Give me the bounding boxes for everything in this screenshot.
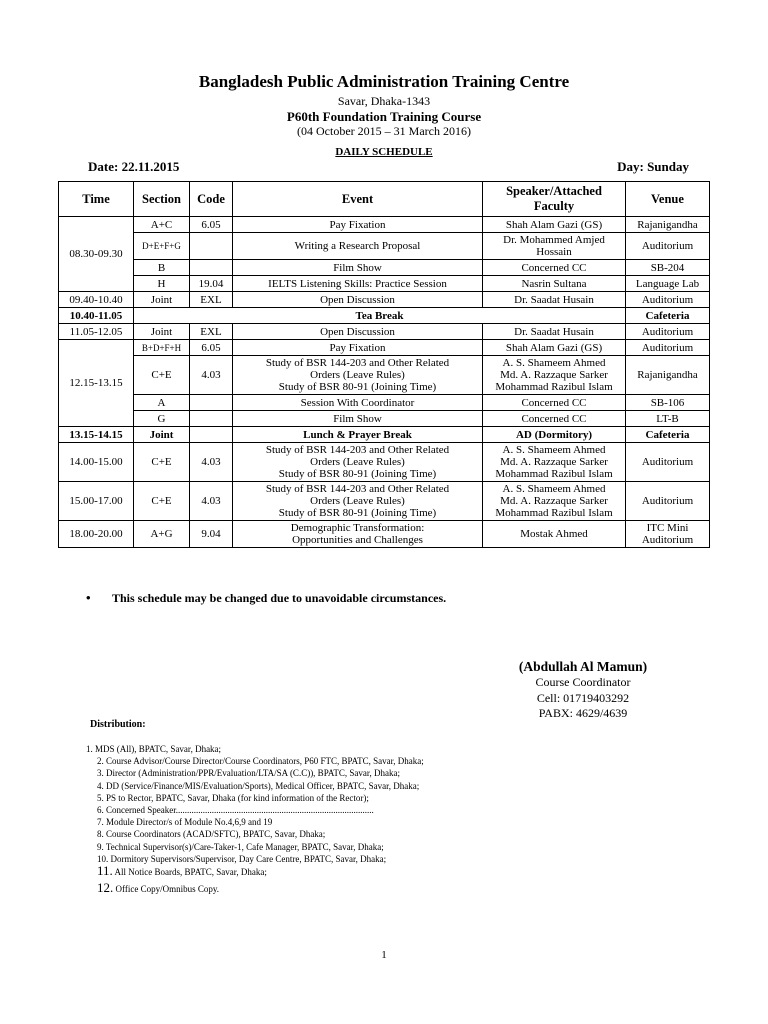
section-cell: C+E <box>134 356 190 395</box>
table-row <box>59 395 710 411</box>
list-item <box>0 828 424 840</box>
event-line: Study of BSR 80-91 (Joining Time) <box>278 381 437 393</box>
venue-cell: LT-B <box>626 411 710 427</box>
distribution-list <box>0 743 424 895</box>
section-cell: G <box>134 411 190 427</box>
item-text: Concerned Speaker........................................................................................ <box>106 805 374 816</box>
speaker-cell: Dr. Mohammed Amjed Hossain <box>483 233 626 260</box>
item-number: 10. <box>97 853 109 864</box>
section-cell: Joint <box>134 427 190 443</box>
distribution-title: Distribution: <box>90 719 146 730</box>
table-row <box>59 427 710 443</box>
section-cell: B <box>134 260 190 276</box>
code-cell: 4.03 <box>190 443 233 482</box>
item-number: 4. <box>97 780 104 791</box>
schedule-table <box>58 181 710 548</box>
venue-cell: Cafeteria <box>626 427 710 443</box>
event-line: Opportunities and Challenges <box>292 534 423 546</box>
speaker-cell <box>483 356 626 395</box>
speaker-line: Mohammad Razibul Islam <box>495 381 613 393</box>
list-item <box>0 780 424 792</box>
event-cell: Open Discussion <box>233 324 483 340</box>
event-cell: Lunch & Prayer Break <box>233 427 483 443</box>
event-line: Orders (Leave Rules) <box>310 456 405 468</box>
event-cell: Film Show <box>233 411 483 427</box>
signatory-name-text: (Abdullah Al Mamun) <box>518 659 648 674</box>
section-cell: D+E+F+G <box>134 233 190 260</box>
speaker-line: A. S. Shameem Ahmed <box>502 483 606 495</box>
org-title: Bangladesh Public Administration Training Centre <box>198 72 570 91</box>
speaker-cell: Shah Alam Gazi (GS) <box>483 217 626 233</box>
code-cell: 4.03 <box>190 482 233 521</box>
item-text: All Notice Boards, BPATC, Savar, Dhaka; <box>114 867 267 878</box>
time-cell: 15.00-17.00 <box>59 482 134 521</box>
event-cell <box>233 356 483 395</box>
event-line: Demographic Transformation: <box>290 522 425 534</box>
speaker-cell: Concerned CC <box>483 260 626 276</box>
item-number: 3. <box>97 768 104 779</box>
time-cell: 13.15-14.15 <box>59 427 134 443</box>
schedule-day: Day: Sunday <box>617 159 689 174</box>
list-item <box>0 841 424 853</box>
bullet-icon: • <box>86 590 91 605</box>
event-line: Study of BSR 144-203 and Other Related <box>265 483 450 495</box>
event-cell: Open Discussion <box>233 292 483 308</box>
page-number: 1 <box>381 949 387 961</box>
table-row <box>59 260 710 276</box>
venue-cell: Rajanigandha <box>626 217 710 233</box>
venue-cell: Auditorium <box>626 324 710 340</box>
item-text: Module Director/s of Module No.4,6,9 and 19 <box>106 817 273 828</box>
code-cell <box>190 395 233 411</box>
venue-cell: SB-106 <box>626 395 710 411</box>
time-cell: 18.00-20.00 <box>59 521 134 548</box>
event-cell: IELTS Listening Skills: Practice Session <box>233 276 483 292</box>
section-cell: C+E <box>134 443 190 482</box>
event-line: Study of BSR 80-91 (Joining Time) <box>278 468 437 480</box>
table-row <box>59 411 710 427</box>
org-location: Savar, Dhaka-1343 <box>337 94 431 108</box>
speaker-cell <box>483 482 626 521</box>
speaker-cell: Concerned CC <box>483 411 626 427</box>
speaker-cell: Mostak Ahmed <box>483 521 626 548</box>
event-cell: Film Show <box>233 260 483 276</box>
item-number: 8. <box>97 829 104 840</box>
speaker-line: Mohammad Razibul Islam <box>495 468 613 480</box>
section-cell: Joint <box>134 292 190 308</box>
table-header-row <box>59 182 710 217</box>
item-number: 2. <box>97 756 104 767</box>
venue-cell: Auditorium <box>626 443 710 482</box>
list-item <box>0 865 424 878</box>
schedule-date: Date: 22.11.2015 <box>88 159 180 174</box>
table-row <box>59 276 710 292</box>
list-item <box>0 804 424 816</box>
list-item <box>0 743 424 755</box>
code-cell: EXL <box>190 324 233 340</box>
speaker-cell: Dr. Saadat Husain <box>483 292 626 308</box>
document-title: DAILY SCHEDULE <box>335 146 433 158</box>
event-cell <box>233 521 483 548</box>
table-row <box>59 443 710 482</box>
event-cell <box>233 443 483 482</box>
code-cell: 6.05 <box>190 340 233 356</box>
time-cell: 12.15-13.15 <box>59 340 134 427</box>
course-period: (04 October 2015 – 31 March 2016) <box>297 124 471 138</box>
list-item <box>0 767 424 779</box>
note-text: This schedule may be changed due to unavoidable circumstances. <box>112 591 447 605</box>
speaker-line: Md. A. Razzaque Sarker <box>500 495 608 507</box>
code-cell: 6.05 <box>190 217 233 233</box>
section-cell: B+D+F+H <box>134 340 190 356</box>
event-cell: Session With Coordinator <box>233 395 483 411</box>
list-item <box>0 755 424 767</box>
table-row <box>59 308 710 324</box>
table-row <box>59 521 710 548</box>
header-time: Time <box>59 182 134 217</box>
item-number: 7. <box>97 817 104 828</box>
item-text: Course Coordinators (ACAD/SFTC), BPATC, Savar, Dhaka; <box>106 829 326 840</box>
item-text: Course Advisor/Course Director/Course Coordinators, P60 FTC, BPATC, Savar, Dhaka; <box>106 756 424 767</box>
item-text: Office Copy/Omnibus Copy. <box>115 884 219 895</box>
event-line: Orders (Leave Rules) <box>310 369 405 381</box>
code-cell <box>190 411 233 427</box>
section-cell: C+E <box>134 482 190 521</box>
section-cell: H <box>134 276 190 292</box>
event-line: Study of BSR 144-203 and Other Related <box>265 444 450 456</box>
speaker-cell: AD (Dormitory) <box>483 427 626 443</box>
venue-cell: Auditorium <box>626 233 710 260</box>
event-cell: Tea Break <box>134 308 626 324</box>
event-cell <box>233 482 483 521</box>
item-text: PS to Rector, BPATC, Savar, Dhaka (for kind information of the Rector); <box>106 792 369 803</box>
header-event: Event <box>233 182 483 217</box>
time-cell: 08.30-09.30 <box>59 217 134 292</box>
event-cell: Writing a Research Proposal <box>233 233 483 260</box>
item-number: 1. <box>86 744 93 754</box>
item-number: 5. <box>97 792 104 803</box>
speaker-line: A. S. Shameem Ahmed <box>502 444 606 456</box>
table-row <box>59 217 710 233</box>
venue-cell: Auditorium <box>626 292 710 308</box>
item-text: Dormitory Supervisors/Supervisor, Day Care Centre, BPATC, Savar, Dhaka; <box>110 853 387 864</box>
item-text: DD (Service/Finance/MIS/Evaluation/Sports), Medical Officer, BPATC, Savar, Dhaka; <box>106 780 420 791</box>
time-cell: 14.00-15.00 <box>59 443 134 482</box>
code-cell: 9.04 <box>190 521 233 548</box>
list-item <box>0 882 424 895</box>
code-cell: EXL <box>190 292 233 308</box>
signatory-name <box>458 659 708 675</box>
event-cell: Pay Fixation <box>233 340 483 356</box>
event-line: Study of BSR 80-91 (Joining Time) <box>278 507 437 519</box>
list-item <box>0 816 424 828</box>
code-cell <box>190 260 233 276</box>
venue-cell: Language Lab <box>626 276 710 292</box>
item-number: 11. <box>97 863 113 879</box>
header-section: Section <box>134 182 190 217</box>
table-row <box>59 324 710 340</box>
item-text: MDS (All), BPATC, Savar, Dhaka; <box>95 744 222 754</box>
speaker-line: Mohammad Razibul Islam <box>495 507 613 519</box>
venue-cell: Cafeteria <box>626 308 710 324</box>
item-text: Technical Supervisor(s)/Care-Taker-1, Cafe Manager, BPATC, Savar, Dhaka; <box>105 841 384 852</box>
table-row <box>59 340 710 356</box>
code-cell <box>190 233 233 260</box>
speaker-line: Md. A. Razzaque Sarker <box>500 456 608 468</box>
header-venue: Venue <box>626 182 710 217</box>
venue-line: ITC Mini <box>646 522 689 534</box>
time-cell: 10.40-11.05 <box>59 308 134 324</box>
section-cell: Joint <box>134 324 190 340</box>
venue-cell: SB-204 <box>626 260 710 276</box>
item-number: 12. <box>97 880 114 896</box>
speaker-cell <box>483 443 626 482</box>
speaker-cell: Concerned CC <box>483 395 626 411</box>
speaker-cell: Dr. Saadat Husain <box>483 324 626 340</box>
venue-cell: Auditorium <box>626 482 710 521</box>
code-cell <box>190 427 233 443</box>
venue-cell: Auditorium <box>626 340 710 356</box>
schedule-note <box>86 590 447 606</box>
event-cell: Pay Fixation <box>233 217 483 233</box>
item-number: 6. <box>97 805 104 816</box>
header-speaker: Speaker/Attached Faculty <box>483 182 626 217</box>
time-cell: 11.05-12.05 <box>59 324 134 340</box>
signatory-cell: Cell: 01719403292 <box>536 691 630 705</box>
speaker-cell: Nasrin Sultana <box>483 276 626 292</box>
speaker-cell: Shah Alam Gazi (GS) <box>483 340 626 356</box>
item-text: Director (Administration/PPR/Evaluation/LTA/SA (C.C)), BPATC, Savar, Dhaka; <box>106 768 400 779</box>
event-line: Study of BSR 144-203 and Other Related <box>265 357 450 369</box>
course-title: P60th Foundation Training Course <box>286 109 482 124</box>
item-number: 9. <box>97 841 104 852</box>
section-cell: A <box>134 395 190 411</box>
table-row <box>59 356 710 395</box>
list-item <box>0 853 424 865</box>
venue-cell <box>626 521 710 548</box>
header-code: Code <box>190 182 233 217</box>
table-row <box>59 233 710 260</box>
list-item <box>0 792 424 804</box>
section-cell: A+C <box>134 217 190 233</box>
table-row <box>59 292 710 308</box>
venue-cell: Rajanigandha <box>626 356 710 395</box>
event-line: Orders (Leave Rules) <box>310 495 405 507</box>
signatory-pabx: PABX: 4629/4639 <box>538 706 628 720</box>
time-cell: 09.40-10.40 <box>59 292 134 308</box>
table-row <box>59 482 710 521</box>
code-cell: 4.03 <box>190 356 233 395</box>
section-cell: A+G <box>134 521 190 548</box>
speaker-line: A. S. Shameem Ahmed <box>502 357 606 369</box>
venue-line: Auditorium <box>641 534 694 546</box>
signatory-role: Course Coordinator <box>535 675 631 689</box>
speaker-line: Md. A. Razzaque Sarker <box>500 369 608 381</box>
code-cell: 19.04 <box>190 276 233 292</box>
